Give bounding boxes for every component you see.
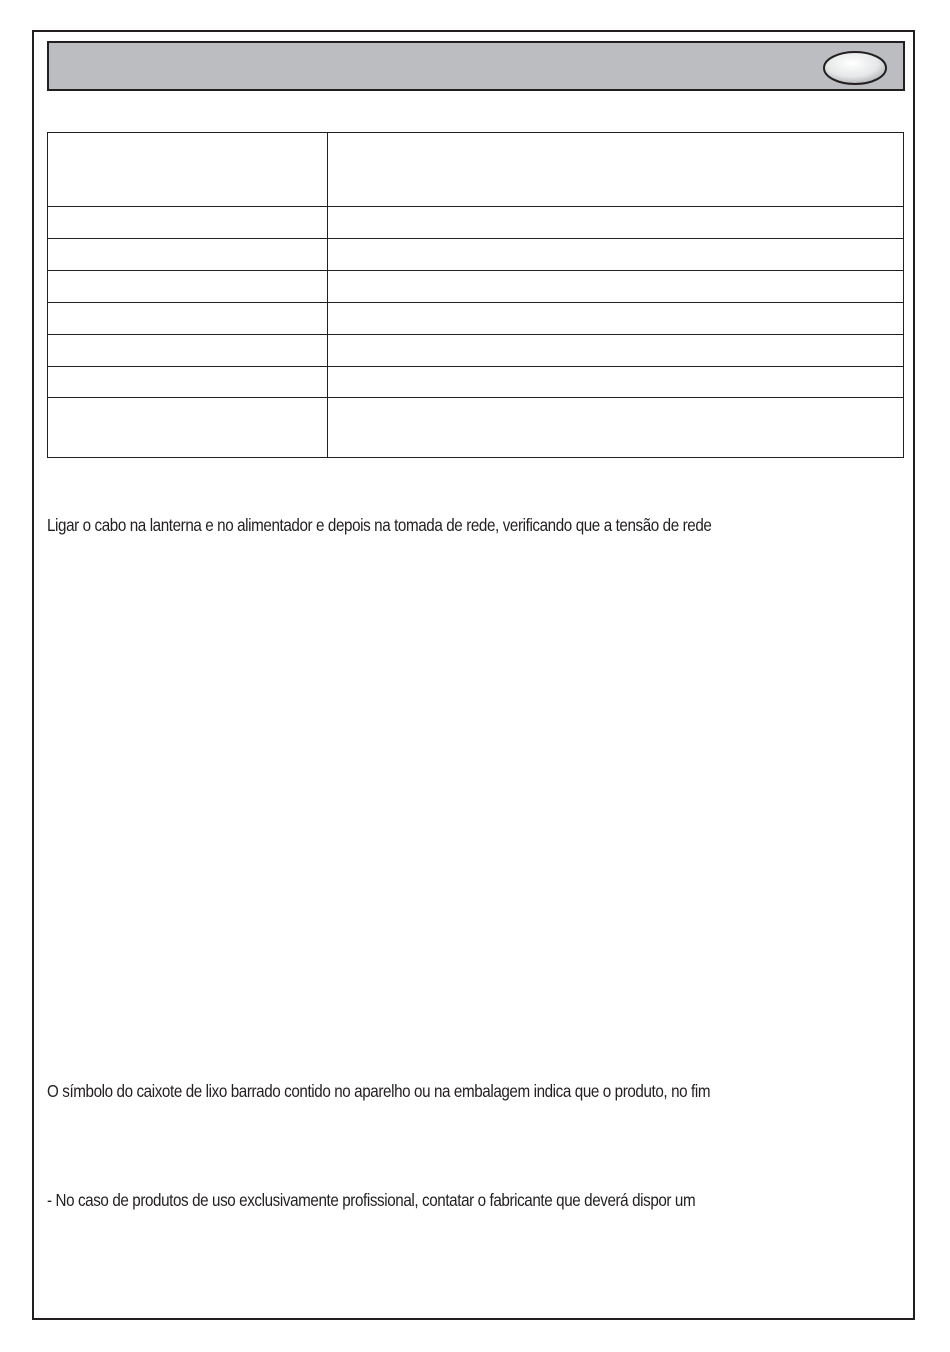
spec-value <box>328 398 904 458</box>
table-row <box>48 367 904 398</box>
table-row <box>48 335 904 367</box>
charging-instructions-text: Ligar o cabo na lanterna e no alimentador e depois na tomada de rede, verificando que a tensão de rede <box>47 515 712 535</box>
table-row <box>48 207 904 239</box>
table-row <box>48 271 904 303</box>
professional-use-notice-text: - No caso de produtos de uso exclusivamente profissional, contatar o fabricante que deverá dispor um <box>47 1190 696 1210</box>
disposal-notice-text: O símbolo do caixote de lixo barrado contido no aparelho ou na embalagem indica que o produto, no fim <box>47 1081 711 1101</box>
spec-label <box>48 335 328 367</box>
spec-value <box>328 207 904 239</box>
spec-value <box>328 271 904 303</box>
spec-label <box>48 398 328 458</box>
spec-label <box>48 271 328 303</box>
spec-value <box>328 303 904 335</box>
specifications-table <box>47 132 904 458</box>
spec-label <box>48 239 328 271</box>
spec-label <box>48 303 328 335</box>
table-row <box>48 398 904 458</box>
table-row <box>48 239 904 271</box>
spec-value <box>328 367 904 398</box>
table-row <box>48 133 904 207</box>
spec-value <box>328 133 904 207</box>
spec-value <box>328 335 904 367</box>
section-header-bar <box>47 41 905 91</box>
page-number-pill <box>822 50 888 86</box>
spec-value <box>328 239 904 271</box>
spec-label <box>48 133 328 207</box>
table-row <box>48 303 904 335</box>
spec-label <box>48 207 328 239</box>
spec-label <box>48 367 328 398</box>
